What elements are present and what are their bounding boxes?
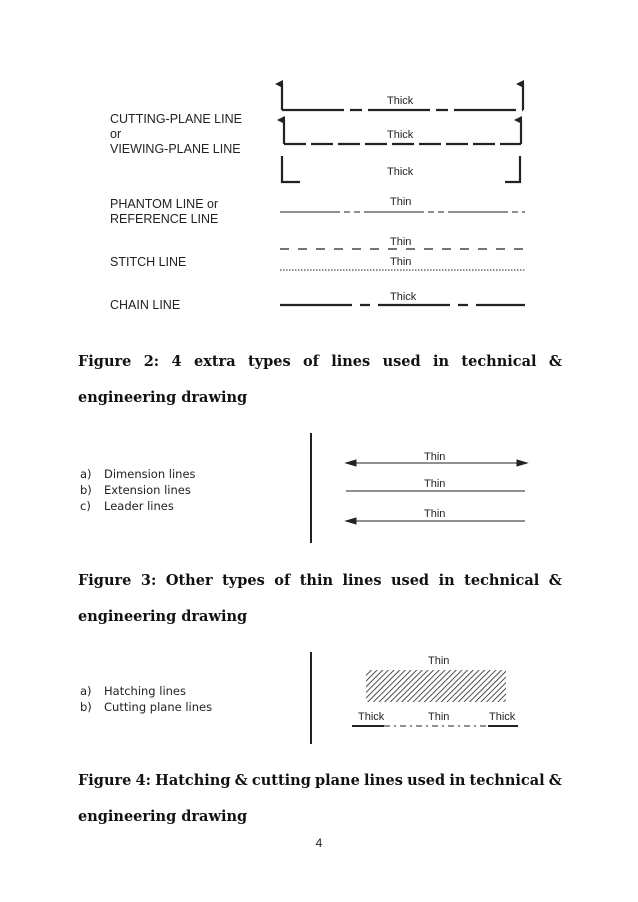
caption-word: Other xyxy=(165,572,213,589)
caption-word: & xyxy=(548,353,562,370)
caption-word: technical xyxy=(461,353,537,370)
caption-word: of xyxy=(302,353,319,370)
phantom-tag: Thin xyxy=(390,196,412,208)
caption-word: lines xyxy=(342,572,382,589)
caption-word: cutting xyxy=(251,772,311,789)
list-marker: b) xyxy=(80,483,92,497)
caption-word: 2: xyxy=(143,353,160,370)
cutting-left-tag: Thick xyxy=(358,711,385,723)
caption-word: & xyxy=(234,772,248,789)
caption-word: lines xyxy=(363,772,403,789)
caption-word: of xyxy=(274,572,291,589)
caption-word: Hatching xyxy=(155,772,231,789)
caption-word: 4 xyxy=(171,353,182,370)
caption-word: & xyxy=(548,772,562,789)
caption-word: Figure xyxy=(78,353,132,370)
figure-3-caption-line2: engineering drawing xyxy=(78,608,248,625)
list-marker: b) xyxy=(80,700,92,714)
stitch-label: STITCH LINE xyxy=(110,255,187,269)
list-item-text: Dimension lines xyxy=(104,467,196,481)
stitch-top-tag: Thin xyxy=(390,236,412,248)
cutting-right-tag: Thick xyxy=(489,711,516,723)
phantom-label-line1: PHANTOM LINE or xyxy=(110,197,219,211)
caption-word: used xyxy=(391,572,430,589)
extension-tag: Thin xyxy=(424,478,446,490)
caption-word: lines xyxy=(331,353,371,370)
caption-word: in xyxy=(449,772,466,789)
cutting-middle-tag: Thin xyxy=(428,711,450,723)
caption-word: 4: xyxy=(135,772,151,789)
caption-word: thin xyxy=(299,572,334,589)
figure-4-caption-line2: engineering drawing xyxy=(78,808,248,825)
cutting-plane-2-tag: Thick xyxy=(387,129,414,141)
caption-word: in xyxy=(433,353,450,370)
caption-word: used xyxy=(407,772,446,789)
figure-4-caption-line1 xyxy=(78,763,562,799)
caption-word: technical xyxy=(469,772,545,789)
caption-word: in xyxy=(438,572,455,589)
caption-word: Figure xyxy=(78,572,132,589)
chain-label: CHAIN LINE xyxy=(110,298,181,312)
dimension-tag: Thin xyxy=(424,451,446,463)
cutting-plane-label-line2: or xyxy=(110,127,122,141)
list-marker: a) xyxy=(80,684,92,698)
caption-word: plane xyxy=(315,772,360,789)
figure-4-caption xyxy=(78,763,562,835)
leader-tag: Thin xyxy=(424,508,446,520)
hatching-block xyxy=(366,670,506,702)
caption-word: types xyxy=(222,572,265,589)
hatch-tag: Thin xyxy=(428,655,450,667)
stitch-bottom-tag: Thin xyxy=(390,256,412,268)
phantom-label-line2: REFERENCE LINE xyxy=(110,212,219,226)
chain-tag: Thick xyxy=(390,291,417,303)
cutting-plane-label-line1: CUTTING-PLANE LINE xyxy=(110,112,242,126)
cutting-plane-label-line3: VIEWING-PLANE LINE xyxy=(110,142,241,156)
caption-word: extra xyxy=(193,353,236,370)
caption-word: technical xyxy=(464,572,540,589)
page-number: 4 xyxy=(315,836,323,850)
list-item-text: Leader lines xyxy=(104,499,174,513)
caption-word: & xyxy=(548,572,562,589)
figure-2-caption-line2: engineering drawing xyxy=(78,389,248,406)
caption-word: types xyxy=(247,353,291,370)
caption-word: 3: xyxy=(140,572,157,589)
list-item-text: Cutting plane lines xyxy=(104,700,213,714)
cutting-plane-1-tag: Thick xyxy=(387,95,414,107)
caption-word: Figure xyxy=(78,772,132,789)
list-item-text: Hatching lines xyxy=(104,684,186,698)
caption-word: used xyxy=(382,353,421,370)
cutting-plane-3-tag: Thick xyxy=(387,166,414,178)
list-marker: a) xyxy=(80,467,92,481)
list-marker: c) xyxy=(80,499,91,513)
list-item-text: Extension lines xyxy=(104,483,191,497)
